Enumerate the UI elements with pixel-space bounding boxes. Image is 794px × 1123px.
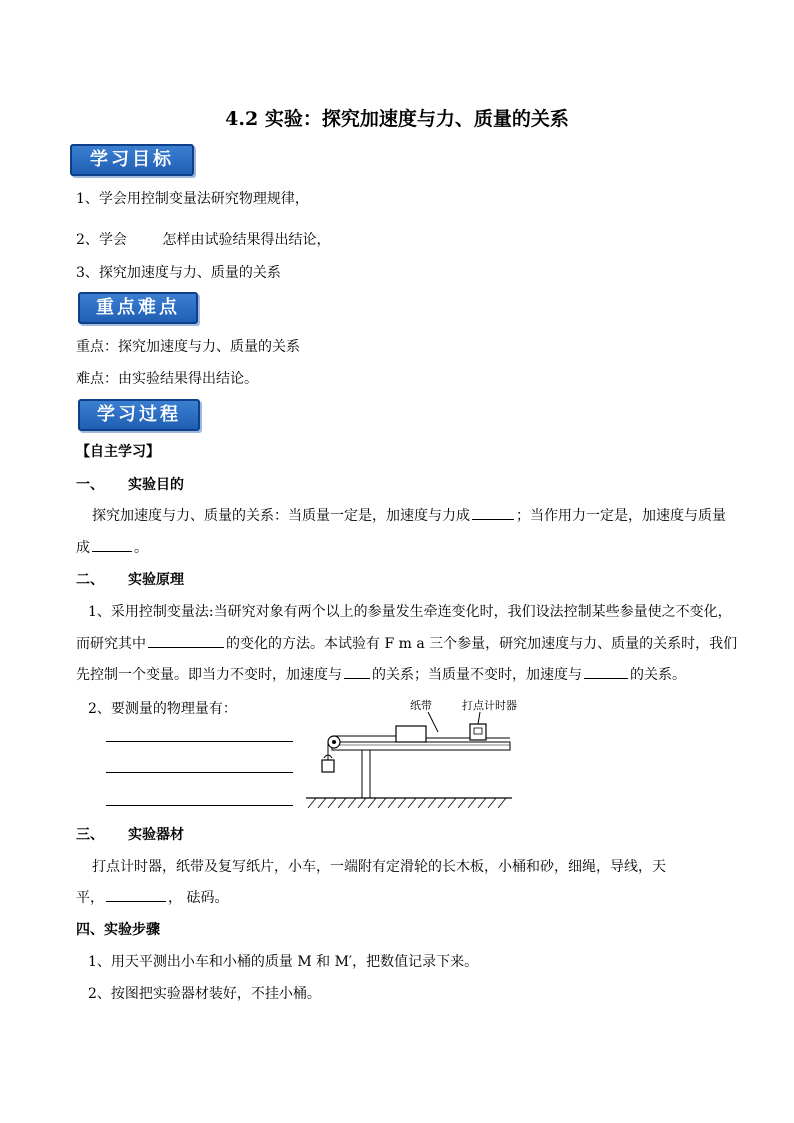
- key-focus: 重点：探究加速度与力、质量的关系: [76, 339, 300, 355]
- self-study-heading: 【自主学习】: [76, 444, 160, 460]
- ground-hatching: [308, 798, 506, 808]
- section-number-2: 二、: [76, 572, 104, 588]
- section-number-3: 三、: [76, 827, 104, 843]
- principle-line-2: [76, 633, 737, 653]
- principle-line-4: 2、要测量的物理量有：: [88, 701, 237, 717]
- blank-6[interactable]: [106, 888, 166, 902]
- section-heading-steps: 四、实验步骤: [76, 922, 160, 938]
- badge-key-points: 重点难点: [78, 292, 198, 324]
- step-2: 2、按图把实验器材装好，不挂小桶。: [88, 986, 321, 1002]
- principle-text-2a: 而研究其中: [76, 636, 146, 652]
- objective-2: 2、学会 怎样由试验结果得出结论，: [76, 232, 331, 248]
- objective-1: 1、学会用控制变量法研究物理规律，: [76, 191, 309, 207]
- section-number-1: 一、: [76, 477, 104, 493]
- step-1: 1、用天平测出小车和小桶的质量 M 和 M′，把数值记录下来。: [88, 954, 479, 970]
- principle-line-1: 1、采用控制变量法:当研究对象有两个以上的参量发生牵连变化时，我们设法控制某些参量使之不变化，: [88, 604, 732, 620]
- blank-4[interactable]: [344, 665, 370, 679]
- key-difficulty: 难点：由实验结果得出结论。: [76, 371, 258, 387]
- principle-text-3b: 的关系；当质量不变时，加速度与: [372, 667, 582, 683]
- badge-process: 学习过程: [78, 399, 200, 431]
- table-leg: [362, 750, 370, 798]
- equipment-text-2a: 平，: [76, 890, 104, 906]
- page-title: 4.2 实验：探究加速度与力、质量的关系: [225, 108, 569, 130]
- section-heading-equipment: 实验器材: [128, 827, 184, 843]
- section-heading-principle: 实验原理: [128, 572, 184, 588]
- purpose-line-1: [92, 505, 726, 525]
- purpose-line-2: [76, 537, 148, 557]
- blank-3[interactable]: [148, 634, 224, 648]
- principle-line-3: [76, 664, 686, 684]
- equipment-line-1: 打点计时器，纸带及复写纸片，小车，一端附有定滑轮的长木板，小桶和砂，细绳，导线，天: [92, 859, 666, 875]
- answer-line-2[interactable]: [106, 772, 293, 773]
- timer-window: [474, 728, 482, 734]
- purpose-text-4: 。: [134, 540, 148, 556]
- timer-label: 打点计时器: [462, 699, 517, 712]
- timer-label-pointer: [478, 712, 480, 724]
- answer-line-1[interactable]: [106, 741, 293, 742]
- purpose-text-2: ；当作用力一定是，加速度与质量: [516, 508, 726, 524]
- long-board: [332, 742, 510, 750]
- equipment-text-2b: ， 砝码。: [168, 890, 229, 906]
- equipment-line-2: [76, 887, 228, 907]
- pulley-axle: [332, 740, 336, 744]
- section-heading-purpose: 实验目的: [128, 477, 184, 493]
- purpose-text-3: 成: [76, 540, 90, 556]
- principle-text-3c: 的关系。: [630, 667, 686, 683]
- objective-3: 3、探究加速度与力、质量的关系: [76, 265, 281, 281]
- bucket: [322, 760, 334, 772]
- principle-text-3a: 先控制一个变量。即当力不变时，加速度与: [76, 667, 342, 683]
- tape-label-pointer: [428, 712, 438, 732]
- blank-2[interactable]: [92, 538, 132, 552]
- principle-text-2b: 的变化的方法。本试验有 F m a 三个参量，研究加速度与力、质量的关系时，我们: [226, 636, 738, 652]
- apparatus-diagram: [300, 694, 520, 812]
- blank-1[interactable]: [472, 506, 514, 520]
- purpose-text-1: 探究加速度与力、质量的关系：当质量一定是，加速度与力成: [92, 508, 470, 524]
- blank-5[interactable]: [584, 665, 628, 679]
- tape-label: 纸带: [410, 699, 432, 712]
- cart: [396, 726, 426, 742]
- badge-objectives: 学习目标: [70, 144, 194, 176]
- answer-line-3[interactable]: [106, 805, 293, 806]
